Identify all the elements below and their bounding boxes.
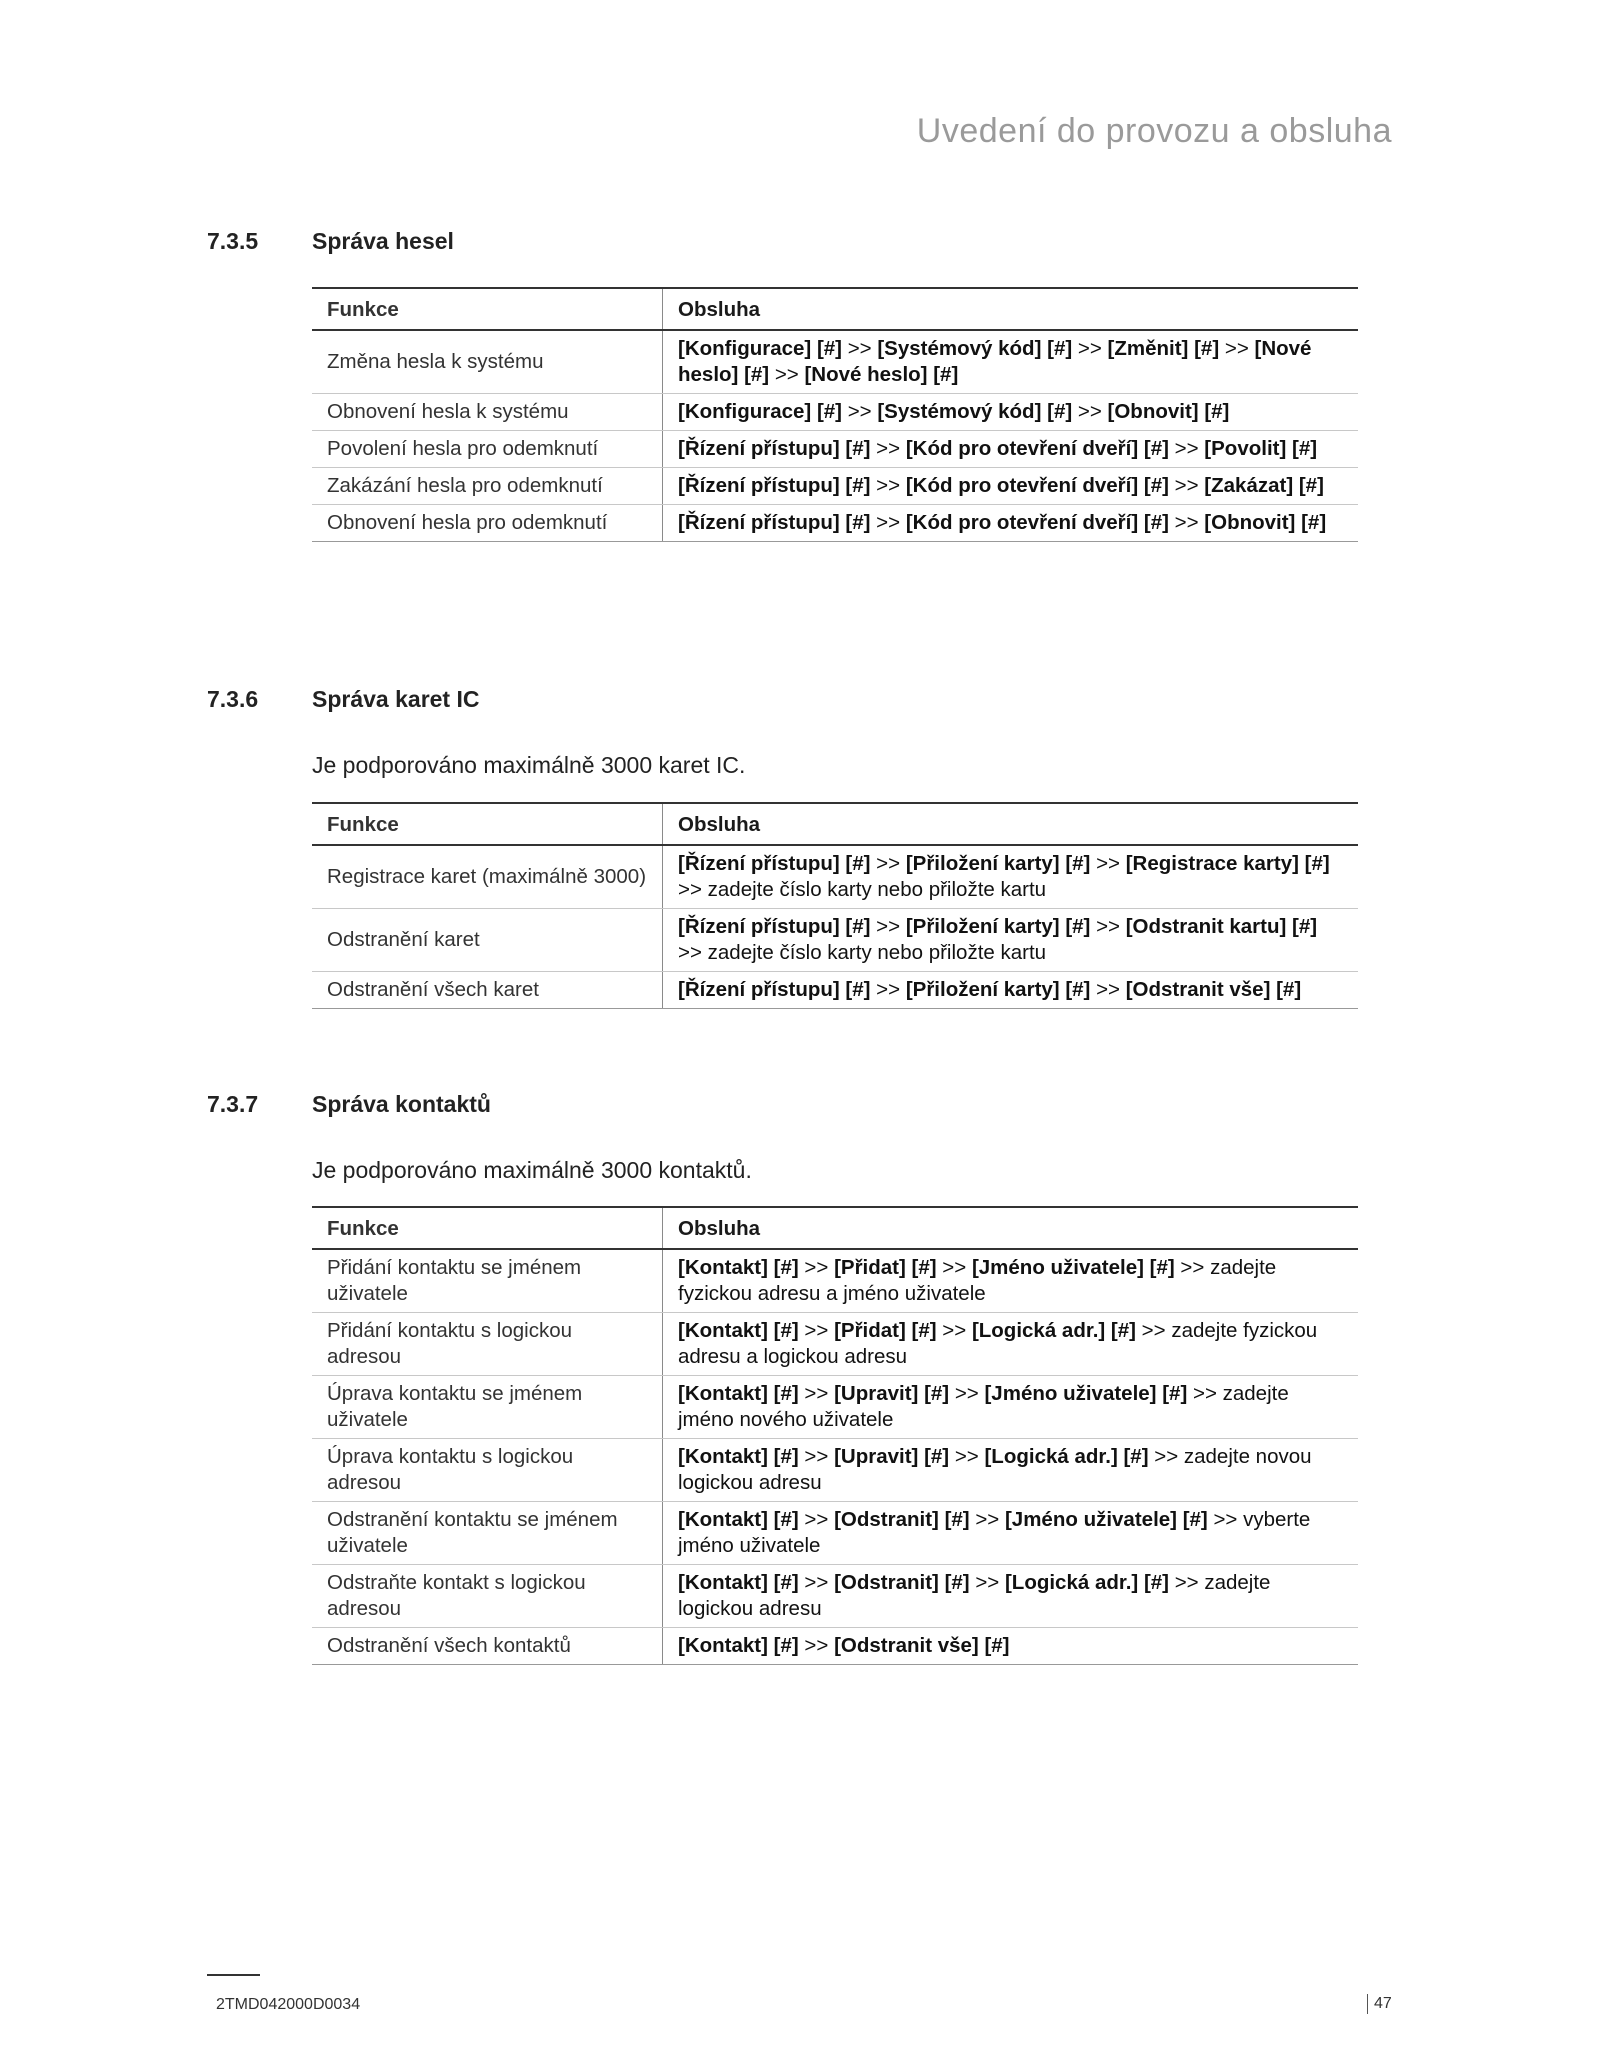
function-cell: Odstranění všech kontaktů [312, 1628, 663, 1665]
operation-cell: [Řízení přístupu] [#] >> [Přiložení karty] [#] >> [Odstranit kartu] [#] >> zadejte číslo karty nebo přiložte kartu [663, 909, 1359, 972]
function-cell: Odstranění kontaktu se jménem uživatele [312, 1502, 663, 1565]
section-title: Správa karet IC [312, 686, 480, 712]
operation-cell: [Řízení přístupu] [#] >> [Kód pro otevření dveří] [#] >> [Obnovit] [#] [663, 505, 1359, 542]
footer-rule [207, 1974, 260, 1976]
operation-cell: [Řízení přístupu] [#] >> [Přiložení karty] [#] >> [Registrace karty] [#] >> zadejte číslo karty nebo přiložte kartu [663, 845, 1359, 909]
column-header-function: Funkce [312, 1207, 663, 1249]
table-row [312, 505, 1358, 542]
operation-cell: [Řízení přístupu] [#] >> [Kód pro otevření dveří] [#] >> [Povolit] [#] [663, 431, 1359, 468]
table-row [312, 330, 1358, 394]
section-heading [207, 1091, 491, 1118]
operation-cell: [Kontakt] [#] >> [Odstranit] [#] >> [Jméno uživatele] [#] >> vyberte jméno uživatele [663, 1502, 1359, 1565]
function-cell: Povolení hesla pro odemknutí [312, 431, 663, 468]
column-header-function: Funkce [312, 803, 663, 845]
table-row [312, 394, 1358, 431]
section-title: Správa hesel [312, 228, 454, 254]
page-number: 47 [1367, 1994, 1392, 2014]
function-cell: Změna hesla k systému [312, 330, 663, 394]
ic-cards-table [312, 802, 1358, 1009]
table-row [312, 1628, 1358, 1665]
operation-cell: [Kontakt] [#] >> [Odstranit vše] [#] [663, 1628, 1359, 1665]
table-header-row [312, 803, 1358, 845]
function-cell: Přidání kontaktu se jménem uživatele [312, 1249, 663, 1313]
operation-cell: [Řízení přístupu] [#] >> [Kód pro otevření dveří] [#] >> [Zakázat] [#] [663, 468, 1359, 505]
document-id: 2TMD042000D0034 [216, 1996, 361, 2013]
table-row [312, 1439, 1358, 1502]
section-number: 7.3.5 [207, 228, 259, 254]
table-header-row [312, 1207, 1358, 1249]
section-heading [207, 228, 454, 255]
function-cell: Registrace karet (maximálně 3000) [312, 845, 663, 909]
operation-cell: [Kontakt] [#] >> [Přidat] [#] >> [Logická adr.] [#] >> zadejte fyzickou adresu a logickou adresu [663, 1313, 1359, 1376]
function-cell: Odstranění všech karet [312, 972, 663, 1009]
function-cell: Odstraňte kontakt s logickou adresou [312, 1565, 663, 1628]
function-cell: Obnovení hesla k systému [312, 394, 663, 431]
table-row [312, 1249, 1358, 1313]
function-cell: Obnovení hesla pro odemknutí [312, 505, 663, 542]
table-row [312, 468, 1358, 505]
table-row [312, 845, 1358, 909]
section-title: Správa kontaktů [312, 1091, 491, 1117]
operation-cell: [Kontakt] [#] >> [Upravit] [#] >> [Jméno uživatele] [#] >> zadejte jméno nového uživatele [663, 1376, 1359, 1439]
page-header-title: Uvedení do provozu a obsluha [916, 112, 1392, 150]
table-row [312, 1565, 1358, 1628]
section-note: Je podporováno maximálně 3000 karet IC. [312, 752, 746, 778]
operation-cell: [Kontakt] [#] >> [Přidat] [#] >> [Jméno uživatele] [#] >> zadejte fyzickou adresu a jméno uživatele [663, 1249, 1359, 1313]
operation-cell: [Konfigurace] [#] >> [Systémový kód] [#] >> [Obnovit] [#] [663, 394, 1359, 431]
operation-cell: [Konfigurace] [#] >> [Systémový kód] [#] >> [Změnit] [#] >> [Nové heslo] [#] >> [Nové heslo] [#] [663, 330, 1359, 394]
table-header-row [312, 288, 1358, 330]
contacts-table [312, 1206, 1358, 1665]
table-row [312, 972, 1358, 1009]
function-cell: Zakázání hesla pro odemknutí [312, 468, 663, 505]
operation-cell: [Kontakt] [#] >> [Upravit] [#] >> [Logická adr.] [#] >> zadejte novou logickou adresu [663, 1439, 1359, 1502]
section-heading [207, 686, 479, 713]
table-row [312, 1502, 1358, 1565]
column-header-function: Funkce [312, 288, 663, 330]
function-cell: Přidání kontaktu s logickou adresou [312, 1313, 663, 1376]
table-row [312, 909, 1358, 972]
function-cell: Odstranění karet [312, 909, 663, 972]
column-header-operation: Obsluha [663, 288, 1359, 330]
operation-cell: [Kontakt] [#] >> [Odstranit] [#] >> [Logická adr.] [#] >> zadejte logickou adresu [663, 1565, 1359, 1628]
function-cell: Úprava kontaktu se jménem uživatele [312, 1376, 663, 1439]
section-number: 7.3.6 [207, 686, 259, 712]
operation-cell: [Řízení přístupu] [#] >> [Přiložení karty] [#] >> [Odstranit vše] [#] [663, 972, 1359, 1009]
column-header-operation: Obsluha [663, 1207, 1359, 1249]
passwords-table [312, 287, 1358, 542]
column-header-operation: Obsluha [663, 803, 1359, 845]
table-row [312, 1313, 1358, 1376]
table-row [312, 431, 1358, 468]
function-cell: Úprava kontaktu s logickou adresou [312, 1439, 663, 1502]
section-note: Je podporováno maximálně 3000 kontaktů. [312, 1157, 752, 1183]
table-row [312, 1376, 1358, 1439]
section-number: 7.3.7 [207, 1091, 259, 1117]
